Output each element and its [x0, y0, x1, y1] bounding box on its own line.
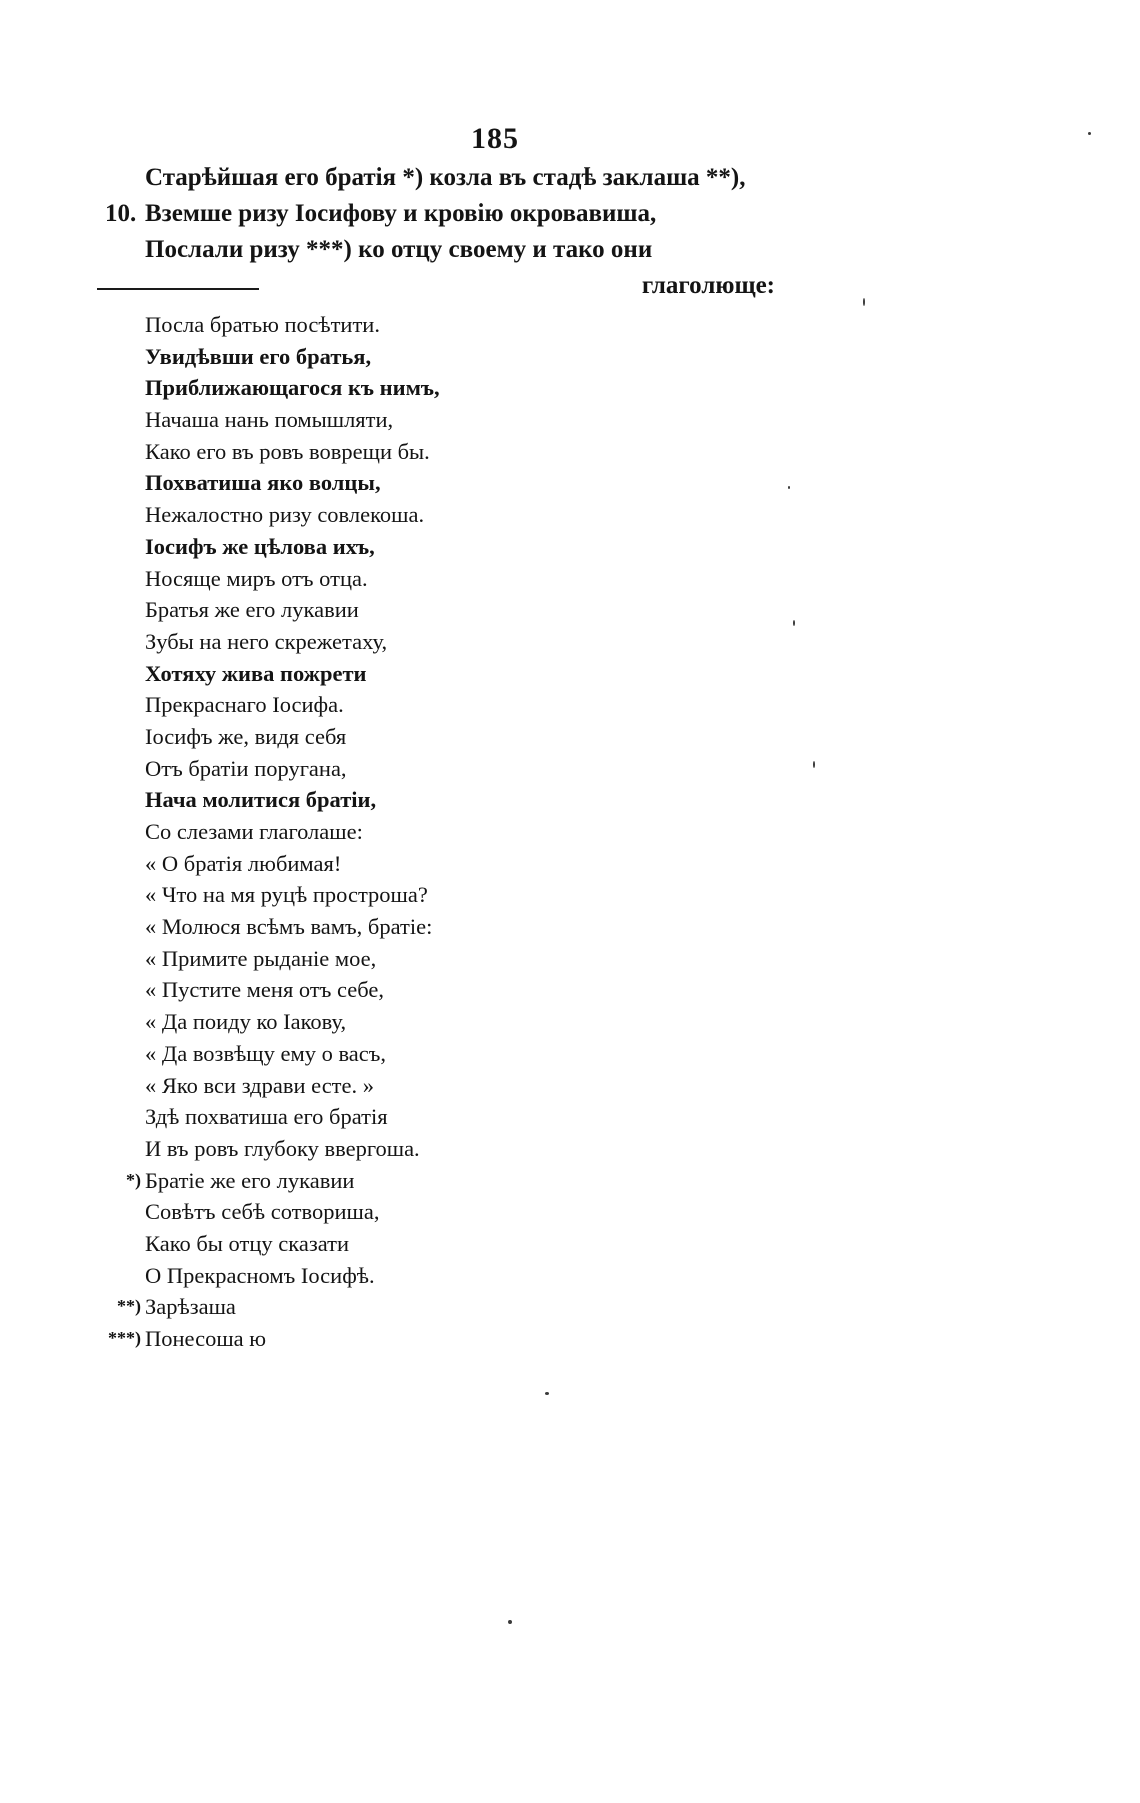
scan-speck — [545, 1392, 549, 1395]
footnote-text: Здѣ похватиша его братія — [145, 1104, 388, 1130]
footnote-line — [145, 1101, 705, 1133]
footnote-line — [145, 753, 705, 785]
footnote-text: Прекраснаго Іосифа. — [145, 692, 344, 718]
footnote-line — [145, 784, 705, 816]
footnote-text: Понесоша ю — [145, 1326, 267, 1351]
footnote-line — [145, 309, 705, 341]
footnote-text: « Что на мя руцѣ простроша? — [145, 882, 428, 908]
footnote-line — [145, 1133, 705, 1165]
verse-block — [105, 160, 805, 304]
footnote-text: « Примите рыданіе мое, — [145, 945, 377, 971]
footnote-line — [108, 1323, 705, 1355]
scan-speck — [788, 486, 790, 489]
footnote-text: О Прекрасномъ Іосифѣ. — [145, 1262, 375, 1288]
footnote-text: « О братія любимая! — [145, 850, 342, 876]
footnote-text: Увидѣвши его братья, — [145, 343, 372, 369]
footnote-text: Приближающагося къ нимъ, — [145, 375, 440, 401]
footnote-line — [145, 531, 705, 563]
scan-speck — [508, 1620, 512, 1624]
footnote-marker: *) — [126, 1169, 141, 1190]
footnote-line — [145, 1038, 705, 1070]
footnote-line — [145, 626, 705, 658]
verse-text: Вземше ризу Іосифову и кровію окровавиша, — [145, 200, 657, 227]
footnote-line — [145, 404, 705, 436]
footnote-line — [145, 911, 705, 943]
footnote-line — [145, 1196, 705, 1228]
scan-speck — [1088, 132, 1091, 135]
footnote-line — [145, 848, 705, 880]
footnote-line — [145, 594, 705, 626]
footnote-text: Носяще миръ отъ отца. — [145, 565, 368, 591]
footnote-text: Совѣтъ себѣ сотвориша, — [145, 1199, 380, 1225]
footnote-marker: ***) — [108, 1328, 141, 1348]
footnote-text: Хотяху жива пожрети — [145, 660, 367, 686]
footnote-line — [145, 499, 705, 531]
footnote-text: И въ ровъ глубоку ввергоша. — [145, 1135, 420, 1161]
footnote-line — [145, 1228, 705, 1260]
footnote-line — [145, 658, 705, 690]
footnote-text: Братіе же его лукавии — [145, 1167, 355, 1193]
footnote-text: Іосифъ же цѣлова ихъ, — [145, 533, 375, 559]
verse-text: Старѣйшая его братія *) козла въ стадѣ заклаша **), — [145, 164, 746, 191]
footnote-text: Отъ братіи поругана, — [145, 755, 347, 781]
footnote-text: « Молюся всѣмъ вамъ, братіе: — [145, 914, 433, 940]
footnote-text: Начаша нань помышляти, — [145, 407, 394, 433]
footnote-text: « Пустите меня отъ себе, — [145, 977, 384, 1003]
scan-speck — [813, 761, 815, 768]
footnote-line — [145, 879, 705, 911]
footnote-text: Зарѣзаша — [145, 1294, 236, 1320]
footnote-text: « Да возвѣщу ему о васъ, — [145, 1040, 387, 1066]
footnote-text: « Да поиду ко Іакову, — [145, 1009, 347, 1035]
footnote-block — [108, 309, 705, 1355]
verse-line — [105, 268, 805, 304]
footnote-marker: **) — [117, 1296, 141, 1317]
footnote-divider — [97, 288, 259, 290]
footnote-text: Со слезами глаголаше: — [145, 819, 363, 844]
footnote-line — [145, 974, 705, 1006]
verse-text: Послали ризу ***) ко отцу своему и тако они — [145, 236, 653, 263]
footnote-text: Како его въ ровъ воврещи бы. — [145, 438, 430, 464]
verse-line — [105, 232, 805, 268]
footnote-line — [145, 467, 705, 499]
verse-line — [105, 160, 805, 196]
footnote-line — [145, 563, 705, 595]
footnote-text: Похватиша яко волцы, — [145, 470, 381, 496]
footnote-text: Нежалостно ризу совлекоша. — [145, 502, 425, 528]
footnote-line — [145, 341, 705, 373]
verse-number: 10. — [105, 200, 137, 227]
footnote-text: Братья же его лукавии — [145, 597, 359, 623]
footnote-text: « Яко вси здрави есте. » — [145, 1072, 374, 1098]
footnote-line — [117, 1291, 705, 1323]
footnote-line — [145, 816, 705, 848]
page-number: 185 — [471, 122, 519, 155]
verse-text: глаголюще: — [641, 272, 775, 299]
footnote-line — [145, 1260, 705, 1292]
footnote-text: Іосифъ же, видя себя — [145, 723, 347, 749]
footnote-line — [145, 436, 705, 468]
footnote-line — [145, 689, 705, 721]
scan-speck — [863, 298, 865, 306]
verse-line — [105, 196, 805, 232]
footnote-line — [145, 943, 705, 975]
footnote-text: Посла братью посѣтити. — [145, 312, 380, 337]
footnote-line — [126, 1165, 705, 1197]
footnote-text: Нача молитися братіи, — [145, 787, 377, 813]
footnote-line — [145, 372, 705, 404]
footnote-line — [145, 721, 705, 753]
footnote-line — [145, 1006, 705, 1038]
footnote-line — [145, 1070, 705, 1102]
scan-speck — [793, 620, 795, 626]
footnote-text: Како бы отцу сказати — [145, 1230, 349, 1256]
footnote-text: Зубы на него скрежетаху, — [145, 628, 388, 654]
